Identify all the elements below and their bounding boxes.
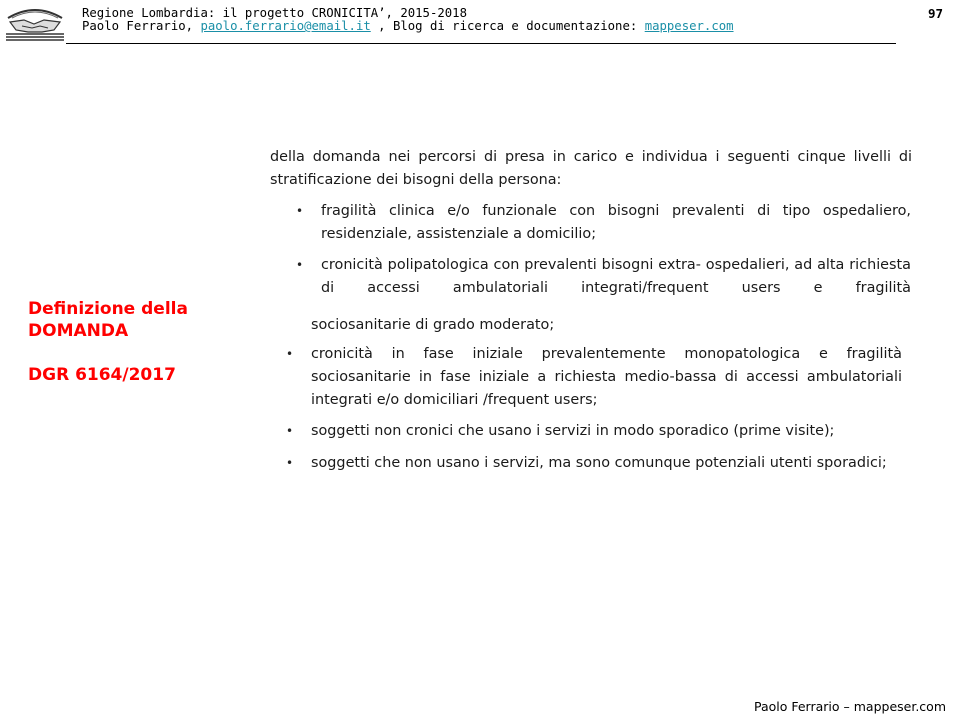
page-header bbox=[0, 0, 960, 48]
list-item-text: cronicità polipatologica con prevalenti bisogni extra- ospedalieri, ad alta richiesta di accessi ambulatoriali integrati/frequent users e fragilità bbox=[321, 257, 911, 296]
page-number: 97 bbox=[927, 6, 943, 21]
list-item-text: soggetti che non usano i servizi, ma sono comunque potenziali utenti sporadici; bbox=[311, 455, 887, 471]
list-item-text: fragilità clinica e/o funzionale con bisogni prevalenti di tipo ospedaliero, residenziale, assistenziale a domicilio; bbox=[321, 203, 911, 242]
sidebar-title-line2: DOMANDA bbox=[28, 321, 129, 341]
bullet-icon: • bbox=[286, 456, 294, 470]
bullet-icon: • bbox=[286, 347, 294, 361]
handshake-logo-icon bbox=[4, 4, 66, 42]
bullet-icon: • bbox=[296, 258, 304, 272]
sidebar-heading bbox=[28, 298, 188, 386]
author-name: Paolo Ferrario, bbox=[82, 19, 201, 33]
dgr-reference: DGR 6164/2017 bbox=[28, 365, 176, 385]
sidebar-title-line1: Definizione della bbox=[28, 299, 188, 319]
list-item-text: cronicità in fase iniziale prevalentemente monopatologica e fragilità sociosanitarie in fase iniziale a richiesta medio-bassa di accessi ambulatoriali integrati e/o domiciliari /frequent users; bbox=[311, 346, 902, 408]
bullet-icon: • bbox=[286, 424, 294, 438]
header-title: Regione Lombardia: il progetto CRONICITA’, 2015-2018 bbox=[82, 6, 467, 20]
header-blog-label: , Blog di ricerca e documentazione: bbox=[370, 19, 645, 33]
header-divider bbox=[66, 43, 896, 44]
page-footer: Paolo Ferrario – mappeser.com bbox=[753, 699, 946, 714]
bullet-icon: • bbox=[296, 204, 304, 218]
list-item-text: soggetti non cronici che usano i servizi in modo sporadico (prime visite); bbox=[311, 423, 835, 439]
header-author-line bbox=[82, 19, 734, 33]
email-link[interactable]: paolo.ferrario@email.it bbox=[200, 19, 371, 33]
intro-paragraph: della domanda nei percorsi di presa in carico e individua i seguenti cinque livelli di stratificazione dei bisogni della persona: bbox=[270, 149, 912, 188]
list-item-continuation: sociosanitarie di grado moderato; bbox=[311, 317, 555, 333]
blog-link[interactable]: mappeser.com bbox=[644, 19, 734, 33]
